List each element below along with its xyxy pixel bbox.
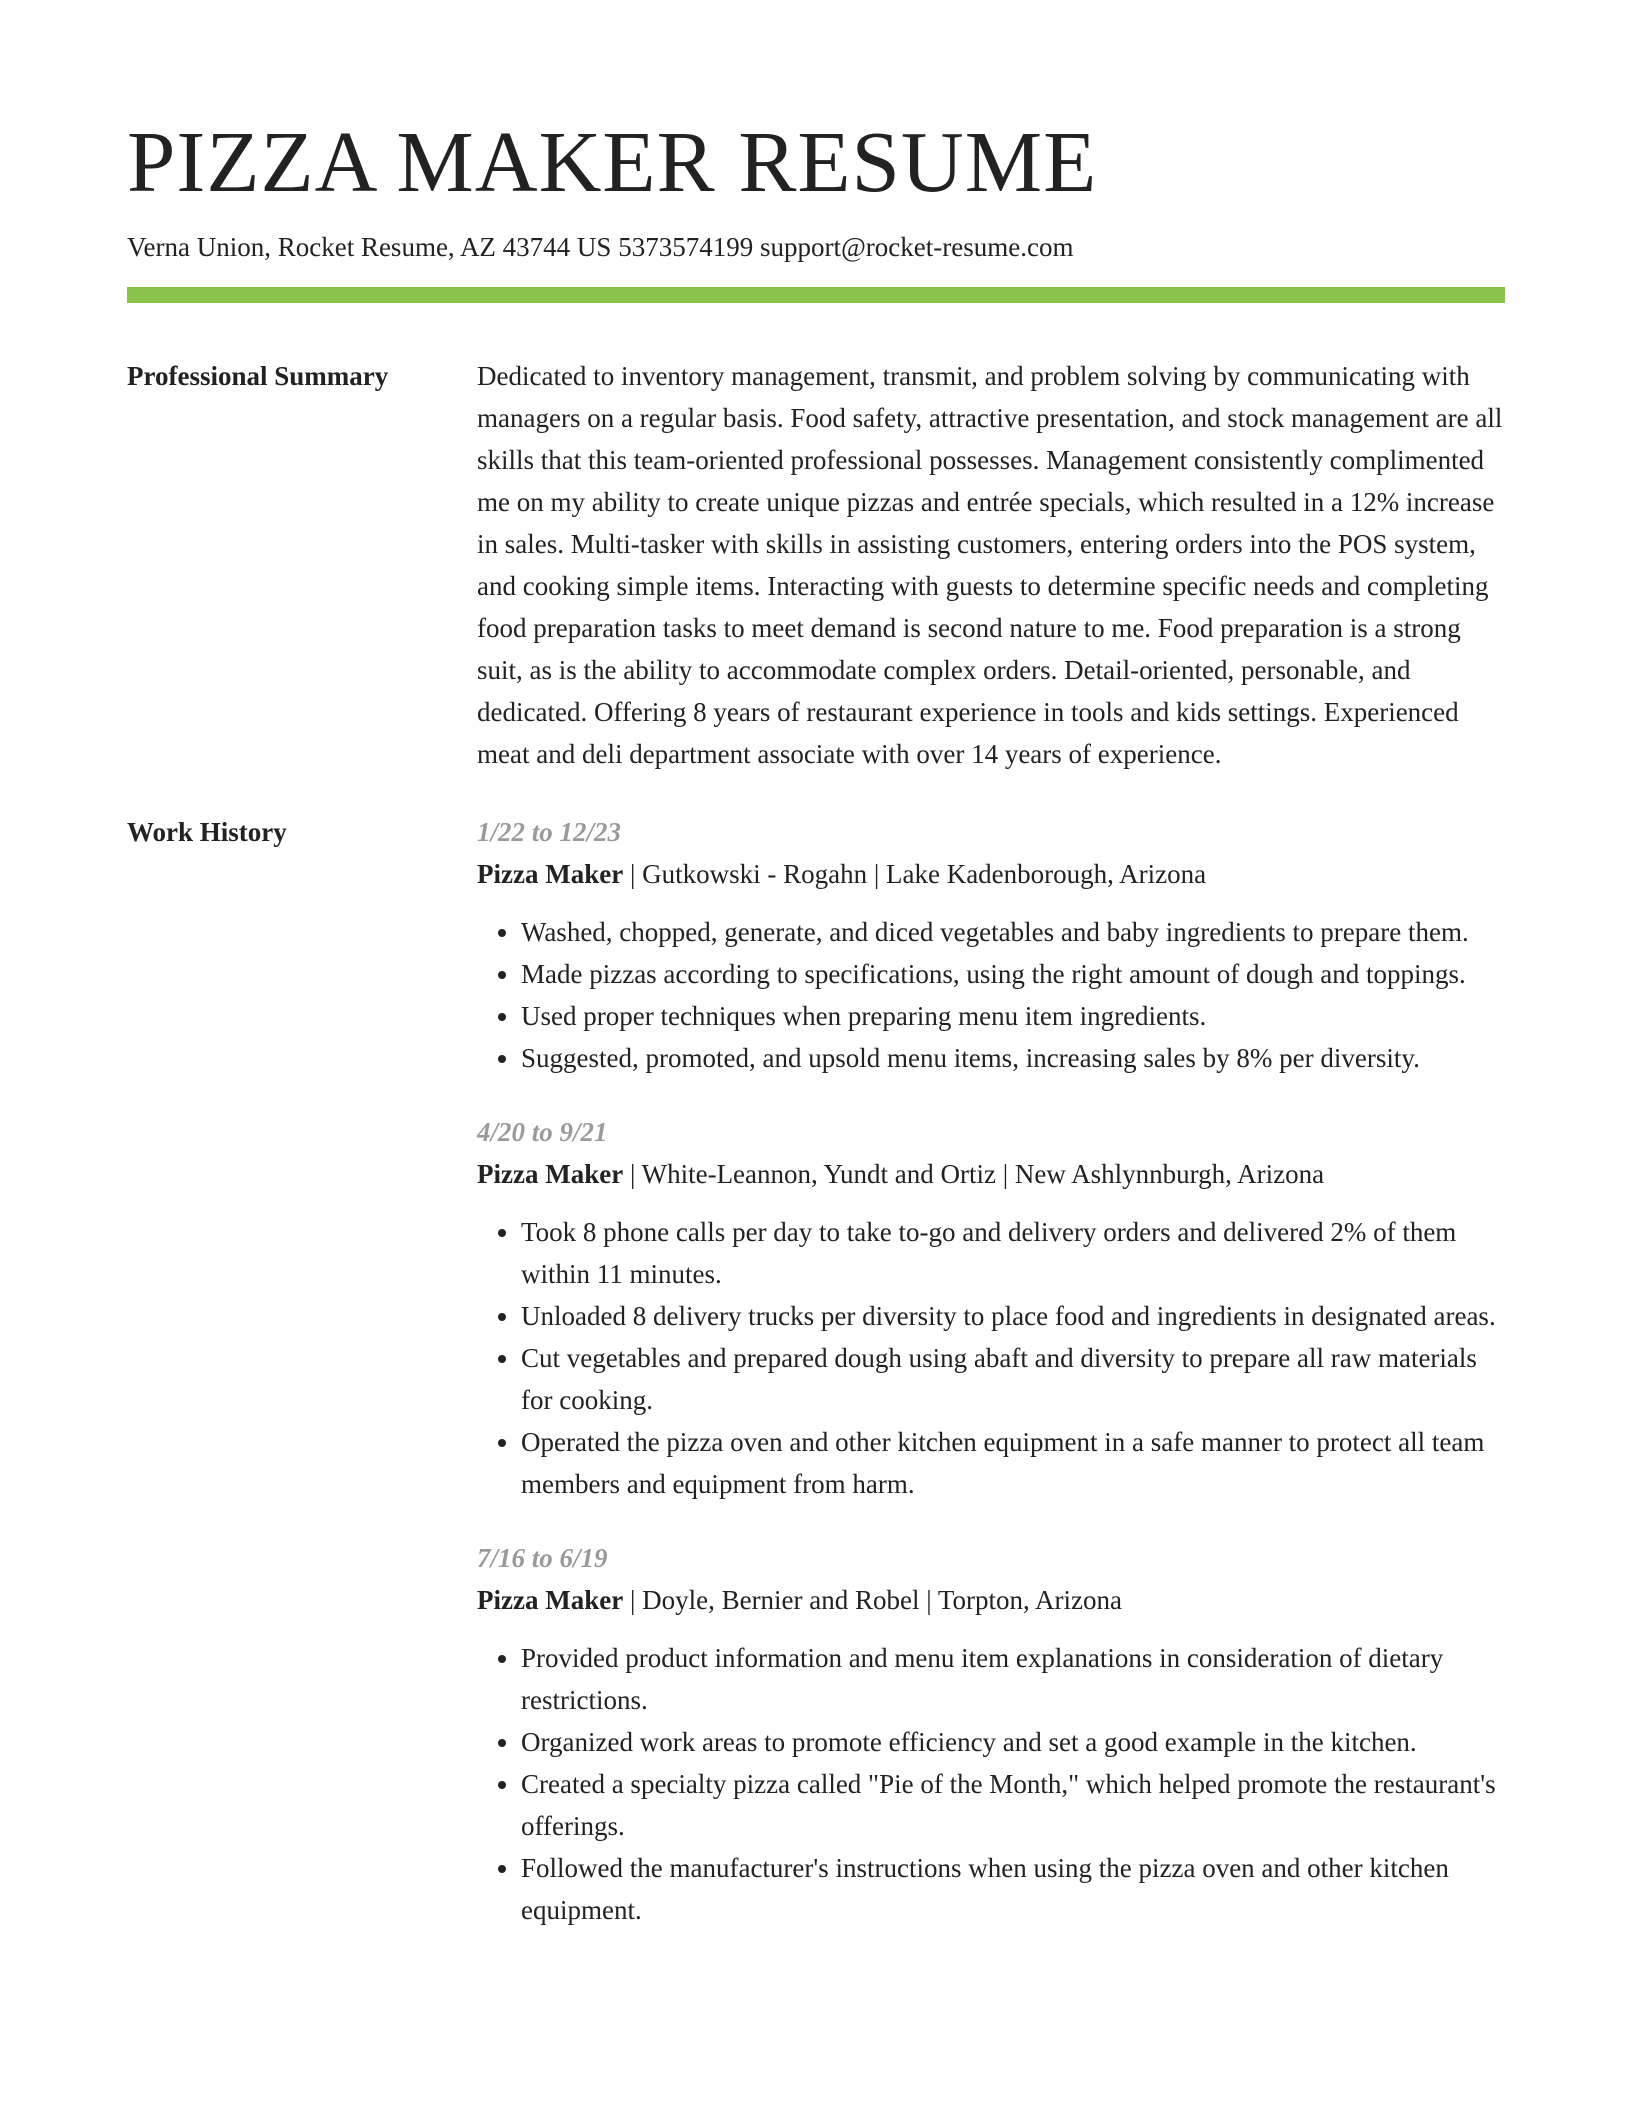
summary-body <box>477 355 1505 775</box>
job-dates: 7/16 to 6/19 <box>477 1543 608 1573</box>
job-details: | Gutkowski - Rogahn | Lake Kadenborough, Arizona <box>623 859 1207 889</box>
job-bullet: • Cut vegetables and prepared dough using abaft and diversity to prepare all raw materials for cooking. <box>521 1337 1505 1421</box>
job-bullets <box>477 1637 1505 1931</box>
job-details: | Doyle, Bernier and Robel | Torpton, Arizona <box>623 1585 1123 1615</box>
job-bullets <box>477 911 1505 1079</box>
job-details: | White-Leannon, Yundt and Ortiz | New Ashlynnburgh, Arizona <box>623 1159 1325 1189</box>
job-bullet: • Washed, chopped, generate, and diced vegetables and baby ingredients to prepare them. <box>521 911 1505 953</box>
job-bullet: • Made pizzas according to specifications, using the right amount of dough and toppings. <box>521 953 1505 995</box>
job-dates: 4/20 to 9/21 <box>477 1117 608 1147</box>
job-heading <box>477 853 1505 895</box>
job-title: Pizza Maker <box>477 1585 624 1615</box>
work-history-body <box>477 811 1505 1931</box>
section-label-work: Work History <box>127 817 287 847</box>
summary-text: Dedicated to inventory management, transmit, and problem solving by communicating with managers on a regular basis. Food safety, attractive presentation, and stock management are all skills that this team-oriented professional possesses. Management consistently complimented me on my ability to create unique pizzas and entrée specials, which resulted in a 12% increase in sales. Multi-tasker with skills in assisting customers, entering orders into the POS system, and cooking simple items. Interacting with guests to determine specific needs and completing food preparation tasks to meet demand is second nature to me. Food preparation is a strong suit, as is the ability to accommodate complex orders. Detail-oriented, personable, and dedicated. Offering 8 years of restaurant experience in tools and kids settings. Experienced meat and deli department associate with over 14 years of experience. <box>477 361 1503 769</box>
contact-line: Verna Union, Rocket Resume, AZ 43744 US 5373574199 support@rocket-resume.com <box>127 232 1074 262</box>
job-entry <box>477 1537 1505 1931</box>
professional-summary-section <box>127 355 1505 775</box>
job-bullet: • Operated the pizza oven and other kitchen equipment in a safe manner to protect all team members and equipment from harm. <box>521 1421 1505 1505</box>
job-entry <box>477 1111 1505 1505</box>
job-heading <box>477 1153 1505 1195</box>
section-label-summary: Professional Summary <box>127 361 389 391</box>
job-bullet: • Organized work areas to promote efficiency and set a good example in the kitchen. <box>521 1721 1505 1763</box>
job-bullet: • Took 8 phone calls per day to take to-go and delivery orders and delivered 2% of them within 11 minutes. <box>521 1211 1505 1295</box>
work-history-section <box>127 811 1505 1931</box>
job-bullet: • Provided product information and menu item explanations in consideration of dietary restrictions. <box>521 1637 1505 1721</box>
job-heading <box>477 1579 1505 1621</box>
job-title: Pizza Maker <box>477 1159 624 1189</box>
resume-title: PIZZA MAKER RESUME <box>127 113 1098 210</box>
job-bullet: • Followed the manufacturer's instructions when using the pizza oven and other kitchen equipment. <box>521 1847 1505 1931</box>
job-bullet: • Suggested, promoted, and upsold menu items, increasing sales by 8% per diversity. <box>521 1037 1505 1079</box>
job-bullet: • Created a specialty pizza called "Pie of the Month," which helped promote the restaurant's offerings. <box>521 1763 1505 1847</box>
job-title: Pizza Maker <box>477 859 624 889</box>
job-dates: 1/22 to 12/23 <box>477 817 622 847</box>
job-bullets <box>477 1211 1505 1505</box>
job-entry <box>477 811 1505 1079</box>
job-bullet: • Unloaded 8 delivery trucks per diversity to place food and ingredients in designated areas. <box>521 1295 1505 1337</box>
accent-divider <box>127 287 1505 303</box>
job-bullet: • Used proper techniques when preparing menu item ingredients. <box>521 995 1505 1037</box>
